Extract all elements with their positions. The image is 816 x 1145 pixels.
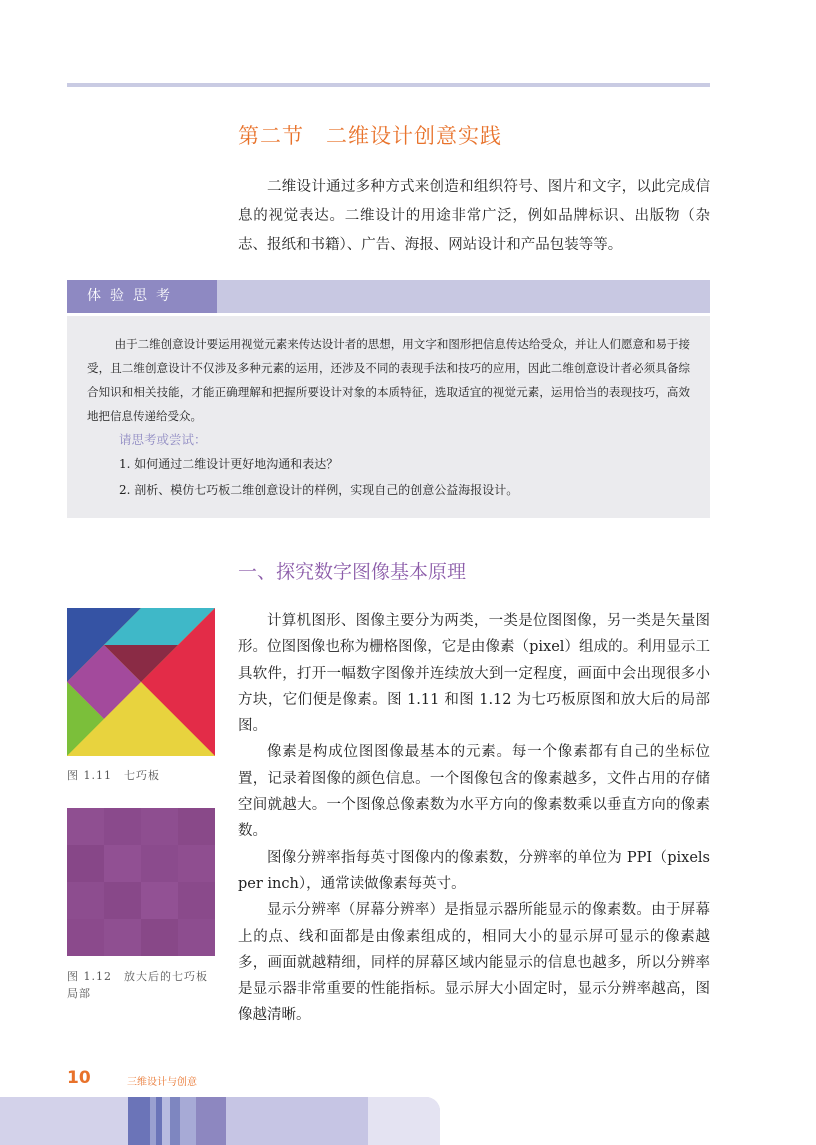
footer-book-title: 三维设计与创意 [127, 1077, 197, 1088]
body-text [238, 608, 710, 1029]
figure-1-caption: 图 1.11 七巧板 [67, 769, 160, 782]
experience-box-item-2: 2. 剖析、模仿七巧板二维创意设计的样例，实现自己的创意公益海报设计。 [119, 483, 519, 497]
pixelated-tangram-image [67, 808, 215, 956]
figure-2-caption: 图 1.12 放大后的七巧板局部 [67, 970, 208, 1000]
subsection-title: 一、探究数字图像基本原理 [238, 561, 467, 583]
body-paragraph-3: 图像分辨率指每英寸图像内的像素数，分辨率的单位为 PPI（pixels per inch），通常读做像素每英寸。 [238, 849, 710, 892]
experience-box-prompt: 请思考或尝试： [119, 432, 207, 447]
section-title: 第二节 二维设计创意实践 [238, 124, 502, 148]
intro-paragraph: 二维设计通过多种方式来创造和组织符号、图片和文字，以此完成信息的视觉表达。二维设计的用途非常广泛，例如品牌标识、出版物（杂志、报纸和书籍）、广告、海报、网站设计和产品包装等等。 [238, 179, 710, 253]
body-paragraph-2: 像素是构成位图图像最基本的元素。每一个像素都有自己的坐标位置，记录着图像的颜色信息。一个图像包含的像素越多，文件占用的存储空间就越大。一个图像总像素数为水平方向的像素数乘以垂直方向的像素数。 [238, 744, 710, 840]
footer-decoration [0, 1097, 440, 1145]
body-paragraph-4: 显示分辨率（屏幕分辨率）是指显示器所能显示的像素数。由于屏幕上的点、线和面都是由像素组成的，相同大小的显示屏可显示的像素越多，画面就越精细，同样的屏幕区域内能显示的信息也越多，所以分辨率是显示器非常重要的性能指标。显示屏大小固定时，显示分辨率越高，图像越清晰。 [238, 902, 710, 1024]
experience-box-paragraph: 由于二维创意设计要运用视觉元素来传达设计者的思想，用文字和图形把信息传达给受众，并让人们愿意和易于接受，且二维创意设计不仅涉及多种元素的运用，还涉及不同的表现手法和技巧的应用，因此二维创意设计者必须具备综合知识和相关技能，才能正确理解和把握所要设计对象的本质特征，选取适宜的视觉元素，运用恰当的表现技巧，高效地把信息传递给受众。 [87, 337, 690, 423]
experience-box-title: 体验思考 [67, 280, 217, 313]
body-paragraph-1: 计算机图形、图像主要分为两类，一类是位图图像，另一类是矢量图形。位图图像也称为栅格图像，它是由像素（pixel）组成的。利用显示工具软件，打开一幅数字图像并连续放大到一定程度，画面中会出现很多小方块，它们便是像素。图 1.11 和图 1.12 为七巧板原图和放大后的局部图。 [238, 613, 710, 735]
top-rule [67, 83, 710, 87]
experience-box-item-1: 1. 如何通过二维设计更好地沟通和表达？ [119, 457, 339, 471]
page-number: 10 [67, 1068, 91, 1088]
experience-box-header [67, 280, 710, 313]
tangram-image [67, 608, 215, 756]
experience-box [67, 316, 710, 518]
